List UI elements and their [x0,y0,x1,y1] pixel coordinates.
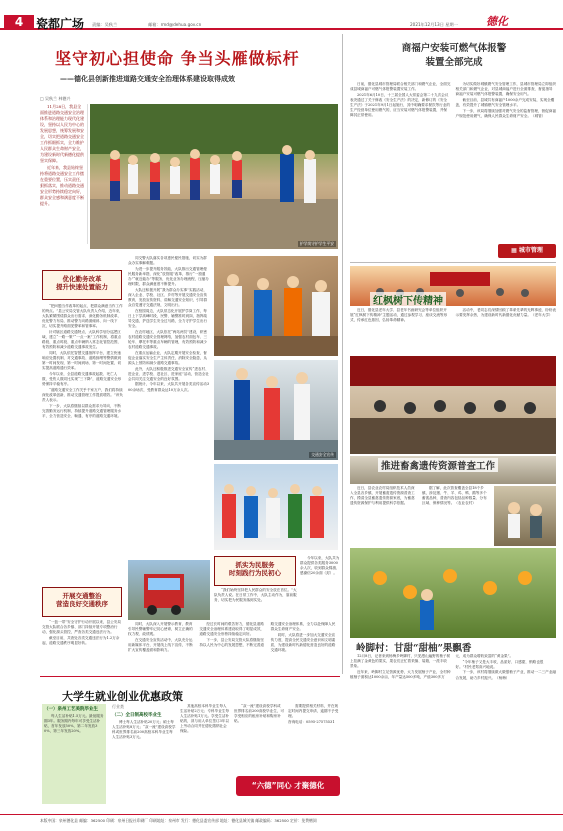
gas-body [350,82,556,252]
section2-body [42,620,124,668]
section3-body-bottom [128,622,338,668]
paragraph: “把问题当作改革的起点，把群众满意当作工作的终点。”县公安局交管大队负责人介绍，近年来，大队紧紧围绕群众出行需求，深化勤务机制改革，优化警力布局，推动警力向路面倾斜、向一线下沉，切实提升路面见警率和管事率。 [42,304,123,329]
outreach-photo-2 [214,360,338,460]
paragraph: “今年柚子又是大丰收，品质好、口感甜，销路也很好。”村民老郑高兴地说。 [455,659,544,669]
divider [40,676,340,677]
paragraph: 今年以来，全县道路交通事故起数、死亡人数、受伤人数同比实现“三下降”，道路交通安全形势保持平稳有序。 [42,372,122,387]
paragraph: 在校园周边，大队常态化开展护学岗工作，每日上下学高峰时段，民警、辅警准时到岗，指挥疏导交通，护送学生安全过马路，全力守护学生出行安全。 [128,308,208,328]
jobs-col1-title: （一）泉州工艺美院毕业生 [44,707,98,712]
page-header [0,0,563,30]
paragraph: 2021年6月10日，十三届全国人大常委会第二十九次会议表决通过了关于修改《安全生产法》的决定，新修订的《安全生产法》于2021年9月1日起施行，其中明确要求餐饮等行业的生产经营单位使用燃气的，应当安装可燃气体报警装置，并保障其正常使用。 [350,92,450,118]
section3-body-side [300,556,340,620]
editor: 责编：吴秋兰 [92,22,118,27]
paragraph: 据了解，此次普查覆盖全县18个乡镇，涉及猪、牛、羊、鸡、鸭、鹅等多个畜禽品种，普查内容包括品种数量、分布区域、保种情况等。（农业农村） [422,486,487,506]
gas-headline-line1: 商福户安装可燃气体报警 [401,43,507,54]
paragraph: 近日，县农业农村局组织技术人员深入全县各乡镇，开展畜禽遗传资源普查工作，摸清全县畜禽遗传资源家底，为畜禽遗传资源保护与利用提供科学依据。 [350,486,415,506]
paragraph: 同时，大队深入开展警示教育，教育引导民警辅警牢记初心使命，树立正确的权力观、政绩观。 [128,622,193,637]
jobs-col2-title: （二）全日制高校毕业生 [112,713,162,718]
photo-figures [90,104,338,249]
page-name: 瓷都广场 [36,17,85,31]
paragraph: 大队还积极开展“我为群众办实事”实践活动，深入企业、学校、社区、乡村等开展交通安全宣传教育，发放宣传资料，讲解交通安全知识，引导群众自觉遵守交通法规，文明出行。 [128,287,208,308]
paragraph: 活动中，老同志们深情回顾了革命先辈的光辉事迹，纷纷表示要发挥余热，为建设新时代新德化贡献力量。（老年大学） [455,308,556,318]
paragraph: 下一步，县公安局交管大队将继续坚持以人民为中心的发展思想，不断完善道路交通安全治理体系，全力以赴保障人民群众生命财产安全。 [199,622,336,647]
paragraph: 下一步，大队将继续以群众需求为导向，不断完善勤务运行机制，持续提升道路交通管理服务水平，全力营造安全、畅通、有序的道路交通环境。 [42,403,122,418]
email: 邮箱：rmd@dehua.gov.cn [148,22,202,27]
paragraph: 经过长时间的艰苦努力，德化县道路交通安全治理体系建设取得了明显成效，道路交通安全形势持续稳定向好。 [199,622,265,637]
paragraph: 今年以来，大队共为群众提供各类服务3000余人次，收到群众锦旗、感谢信20余面（封）。 [300,556,340,576]
paragraph: “双一流”建设高校学科或世界排名前200高校毕业生，可享受相应的租房补贴和购房补贴。 [234,704,284,724]
section1-body [42,304,124,582]
column-2 [128,256,210,556]
outreach-photo-3 [214,464,338,550]
byline: □ 吴秋兰 林德兴 [40,96,71,101]
jobs-col5 [288,704,340,754]
paragraph: 同交警大队落实各项惠民便民措施，切实为群众办实事解难题。 [128,256,207,266]
contact-phone: 咨询电话：0595-27575531 [288,719,335,724]
census-photo [494,486,556,546]
census-headline: 推进畜禽遗传资源普查工作 [378,458,498,472]
jobs-col3 [180,704,230,804]
photo-caption: 交通安全宣传 [311,452,334,457]
photo-figures [128,560,210,620]
paragraph: 在重点运输企业，大队定期开展安全检查，督促企业落实安全生产主体责任，消除安全隐患，从源头上预防和减少道路交通事故。 [128,350,208,365]
outreach-photo-1 [214,256,338,356]
lead-text-2: 近年来，我县始终坚持将道路交通安全工作摆在重要位置，压实责任，狠抓落实，推动道路交通安全形势持续稳定向好，群众安全感和满意度不断提升。 [40,164,84,206]
paragraph: 12月8日，记者来到杨梅乡岭脚村，只见漫山遍野的柚子树上挂满了金黄色的果实，果农们正忙着采摘、装箱，一派丰收景象。 [350,654,451,669]
paragraph: 同时，大队依托智慧交通指挥平台，建立快速响应处置机制，对交通事故、道路拥堵等警情做到第一时间发现、第一时间到场、第一时间处置，切实提高道路通行效率。 [42,351,122,371]
students-crossing-photo [90,104,338,249]
photo-figures [350,548,556,638]
paragraph: 近日，德化县老年大学、县老年书画研究会等单位组织开展“红枫树下传精神”主题活动，通过参观学习、座谈交流等形式，传承红色基因，弘扬革命精神。 [350,308,448,323]
paragraph: “道路交通安全工作关乎千家万户，我们将持续深化改革创新，推动交通管理工作提质增效。”该负责人表示。 [42,387,123,403]
paragraph: 在交通安全宣传活动中，大队充分运用新媒体平台，开展线上线下宣传，不断扩大宣传覆盖面和影响力。 [128,637,193,653]
meeting-photo [350,356,556,454]
masthead-logo: 德化 [486,15,508,28]
paragraph: 此外，大队还积极推进交通安全宣传“进农村、进企业、进学校、进社区、进家庭”活动，营造全社会共同关注交通安全的良好氛围。 [128,366,209,381]
city-management-badge [498,244,556,258]
footer-rule [0,814,563,815]
divider [350,262,556,263]
badge-label: 城市管理 [518,247,543,254]
paragraph: 下一步，该局将继续加强对燃气安全的监督管理，督促商福户规范使用燃气，确保人民群众生命财产安全。（城管） [455,108,556,118]
red-headline: 红枫树下传精神 [370,292,446,307]
tea-body [350,654,556,794]
jobs-subtitle: 行业类 [112,704,124,709]
section3-title-box [214,556,296,586]
paragraph: 其他高校本科毕业生每人生活补贴2万元；专科毕业生每人生活补贴1万元。享受生活补贴的，须与用人单位签订3年以上劳动合同并在德化缴纳社会保险。 [180,704,230,734]
section3-body-top [214,588,298,620]
truck-photo [128,560,210,620]
photo-caption: 护学岗守护学生平安 [299,241,334,246]
paragraph: “我们始终坚持把人民群众的安全放在首位。”大队负责人说。在日常工作中，大队主动作为，靠前服务，切实把为民服务落到实处。 [214,588,297,603]
jobs-col4 [234,704,284,774]
jobs-headline: 大学生就业创业优惠政策 [62,690,183,703]
paragraph: 在农村地区，大队依托“两站两员”建设，织密农村道路交通安全管理网络，加强农村面包车、三轮车、摩托车等重点车辆的管理，有效预防和减少农村道路交通事故。 [128,329,208,349]
paragraph: 据统计，今年以来，大队共开展各类宣传活动300余场次，受教育群众达10万余人次。 [128,382,210,392]
section2-title-line1: 开展交通整治 [62,592,102,600]
gas-headline-line2: 装置全部完成 [425,57,483,68]
tea-headline: 岭脚村：甘甜“甜柚”果飘香 [356,643,472,654]
section2-title-line2: 营造良好交通秩序 [56,600,108,608]
slogan-banner: “六德”同心 才聚德化 [236,776,340,796]
photo-figures [214,360,338,460]
paragraph: 截至目前，县城共有商福户1000余户完成安装，实现全覆盖，有效提升了城镇燃气安全管理水平。 [455,97,555,107]
paragraph: 下一步，该村将继续做大做强柚子产业，推动一二三产业融合发展，助力乡村振兴。（杨梅） [455,670,556,680]
paragraph: 每人生活补贴1.5万元。最低服务期3年。服务期内每年可享受生活补贴，首年发放50%，第二年发放30%，第三年发放20%。 [44,714,104,734]
section3-title-line1: 抓实为民服务 [235,561,275,569]
jobs-col2 [112,712,176,804]
lead-box [40,104,88,244]
paragraph: “一盔一带”安全守护行动开展以来，县公安局交管大队联合各乡镇、部门持续开展专项整治行动，强化源头管控，严查各类交通违法行为。 [42,620,121,635]
photo-figures [214,256,338,356]
paragraph: 日前，德化县城市管理局联合相关部门和燃气企业，全面完成县城商福户可燃气体报警装置安装工作。 [350,82,451,92]
paragraph: 截至目前，共查处各类交通违法行为1.2万余起，道路交通秩序明显好转。 [42,635,120,645]
paragraph: 近年来，岭脚村立足资源优势，大力发展柚子产业，全村种植柚子面积达1000余亩，年产量达500多吨，产值300多万元，成为群众增收致富的“黄金果”。 [350,654,514,679]
paragraph: 为切实做好城镇燃气安全管理工作，县城市管理局立即组织相关部门和燃气企业，对县城商福户进行全面排查，督促指导商福户安装可燃气体报警装置，确保安全用气。 [455,82,556,97]
paragraph: 为进一步提升服务效能，大队推出交通管理便民服务新举措，深化“放管服”改革，推行“一窗通办”“就近能办”等服务，优化业务办理流程，压缩办理时限，群众满意度不断提升。 [128,266,209,287]
column-divider [342,34,343,674]
jobs-col1 [42,704,106,804]
photo-figures [350,356,556,454]
paragraph: 针对辖区道路交通特点，大队科学划分巡逻区域，建立“一路一策”“一点一案”工作机制，将重点路段、重点时段、重点车辆纳入常态化管控范围，有效预防和减少道路交通事故发生。 [42,330,122,350]
page-number: 4 [4,15,34,30]
paragraph: 博士每人生活补贴20万元；硕士每人生活补贴8万元；“双一流”建设高校学科或世界排名前200高校本科毕业生每人生活补贴3万元。 [112,720,176,740]
red-body [350,308,556,354]
orchard-photo [350,548,556,638]
section1-title-box [42,270,122,300]
main-subheadline: ——德化县创新推进道路交通安全治理体系建设取得成效 [60,75,235,83]
paragraph: 同时，大队将进一步加大交通安全宣传力度，提高全民交通安全意识和文明素质，为建设新时代新德化营造良好的道路交通环境。 [270,632,336,653]
footer: 本版中国：泉州德化县 邮编：362500 印刷：泉州日报社印刷厂 印刷地址：泉州市 发行：德化县委宣传部 地址：德化县城关镇 邮政编码：362500 定价：免费赠阅 [40,818,317,823]
photo-figures [214,464,338,550]
paragraph: 需要提供相关材料，并在规定时间内提交申请，逾期不予受理。 [288,704,339,719]
census-body [350,486,490,546]
photo-figures [494,486,556,546]
main-headline: 坚守初心担使命 争当头雁做标杆 [55,49,300,68]
section2-title-box [42,587,122,617]
lead-text: 11月28日，我县全面推进道路交通安全治理体系和治理能力现代化建设，坚持以人民为中心的发展思想，统筹发展和安全，切实把道路交通安全工作抓细抓实，全力维护人民群众生命财产安全，为建设新时代新德化提供坚实保障。 [40,104,84,163]
section1-title-line1: 优化勤务改革 [62,275,102,283]
section1-title-line2: 提升快速处置能力 [56,283,108,291]
gas-headline [350,42,558,70]
section3-title-line2: 时刻践行为民初心 [229,569,281,577]
issue-date: 2021年12月13日 星期一 [410,22,458,27]
building-icon: ▦ [511,247,517,254]
